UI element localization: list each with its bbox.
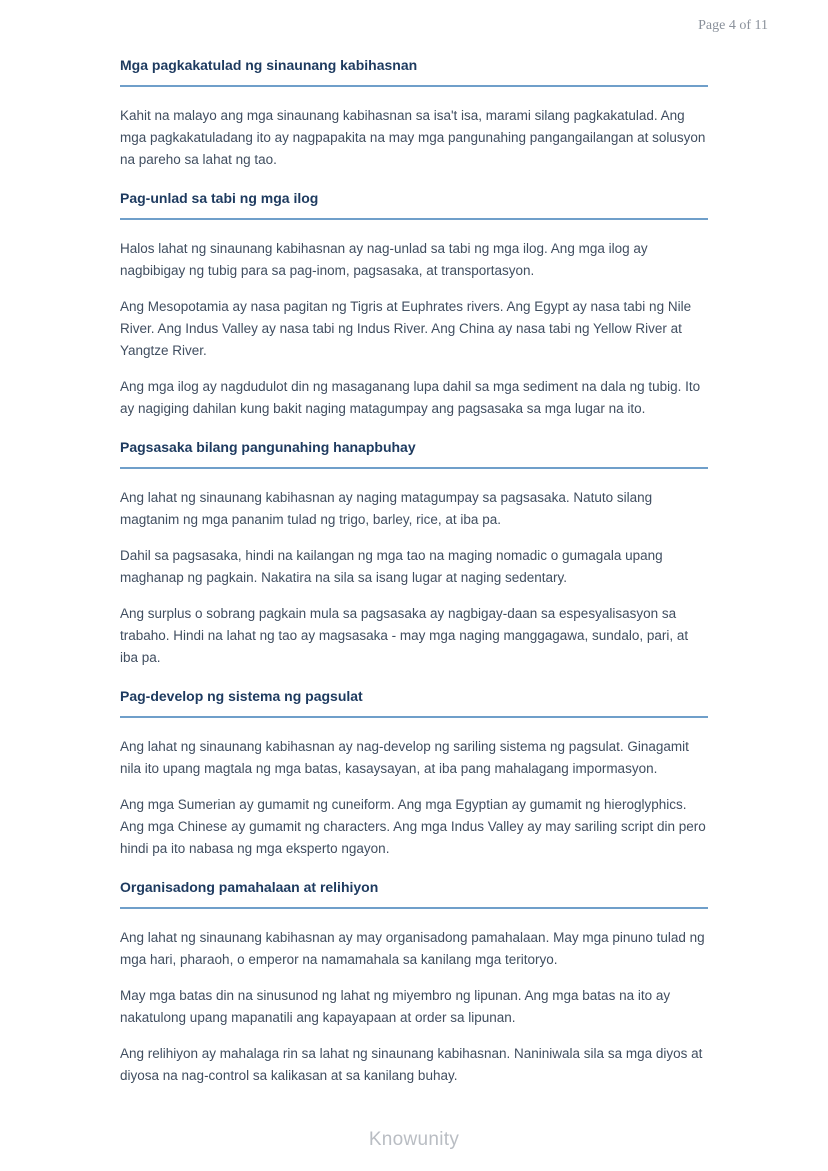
page-number: Page 4 of 11 — [698, 18, 768, 33]
section-heading: Mga pagkakatulad ng sinaunang kabihasnan — [120, 56, 708, 87]
knowunity-logo: Knowunity — [368, 1129, 460, 1150]
paragraph: Ang lahat ng sinaunang kabihasnan ay nag-develop ng sariling sistema ng pagsulat. Ginagamit nila ito upang magtala ng mga batas, kasaysayan, at iba pang mahalagang impormasyon. — [120, 739, 689, 776]
document-content — [120, 56, 708, 1087]
section-similarities — [120, 56, 708, 171]
paragraph: May mga batas din na sinusunod ng lahat ng miyembro ng lipunan. Ang mga batas na ito ay nakatulong upang mapanatili ang kapayapaan at order sa lipunan. — [120, 988, 671, 1025]
section-government-religion — [120, 878, 708, 1087]
section-heading: Organisadong pamahalaan at relihiyon — [120, 878, 708, 909]
paragraph: Halos lahat ng sinaunang kabihasnan ay nag-unlad sa tabi ng mga ilog. Ang mga ilog ay nagbibigay ng tubig para sa pag-inom, pagsasaka, at transportasyon. — [120, 241, 648, 278]
paragraph: Kahit na malayo ang mga sinaunang kabihasnan sa isa't isa, marami silang pagkakatulad. Ang mga pagkakatuladang ito ay nagpapakita na may mga pangunahing pangangailangan at solusyon na pareho sa lahat ng tao. — [120, 108, 706, 167]
paragraph: Ang relihiyon ay mahalaga rin sa lahat ng sinaunang kabihasnan. Naniniwala sila sa mga diyos at diyosa na nag-control sa kalikasan at sa kanilang buhay. — [120, 1046, 703, 1083]
paragraph: Dahil sa pagsasaka, hindi na kailangan ng mga tao na maging nomadic o gumagala upang maghanap ng pagkain. Nakatira na sila sa isang lugar at naging sedentary. — [120, 548, 663, 585]
paragraph: Ang lahat ng sinaunang kabihasnan ay may organisadong pamahalaan. May mga pinuno tulad ng mga hari, pharaoh, o emperor na namamahala sa kanilang mga teritoryo. — [120, 930, 705, 967]
section-rivers — [120, 189, 708, 420]
paragraph: Ang Mesopotamia ay nasa pagitan ng Tigris at Euphrates rivers. Ang Egypt ay nasa tabi ng Nile River. Ang Indus Valley ay nasa tabi ng Indus River. Ang China ay nasa tabi ng Yellow River at Yangtze River. — [120, 299, 692, 358]
paragraph: Ang mga ilog ay nagdudulot din ng masaganang lupa dahil sa mga sediment na dala ng tubig. Ito ay nagiging dahilan kung bakit naging matagumpay ang pagsasaka sa mga lugar na ito. — [120, 379, 701, 416]
section-heading: Pag-unlad sa tabi ng mga ilog — [120, 189, 708, 220]
section-agriculture — [120, 438, 708, 669]
paragraph: Ang lahat ng sinaunang kabihasnan ay naging matagumpay sa pagsasaka. Natuto silang magtanim ng mga pananim tulad ng trigo, barley, rice, at iba pa. — [120, 490, 653, 527]
section-heading: Pagsasaka bilang pangunahing hanapbuhay — [120, 438, 708, 469]
section-writing — [120, 687, 708, 860]
paragraph: Ang surplus o sobrang pagkain mula sa pagsasaka ay nagbigay-daan sa espesyalisasyon sa trabaho. Hindi na lahat ng tao ay magsasaka - may mga naging manggagawa, sundalo, pari, at iba pa. — [120, 606, 689, 665]
paragraph: Ang mga Sumerian ay gumamit ng cuneiform. Ang mga Egyptian ay gumamit ng hieroglyphics. Ang mga Chinese ay gumamit ng characters. Ang mga Indus Valley ay may sariling script din pero hindi pa ito nabasa ng mga eksperto ngayon. — [120, 797, 706, 856]
section-heading: Pag-develop ng sistema ng pagsulat — [120, 687, 708, 718]
